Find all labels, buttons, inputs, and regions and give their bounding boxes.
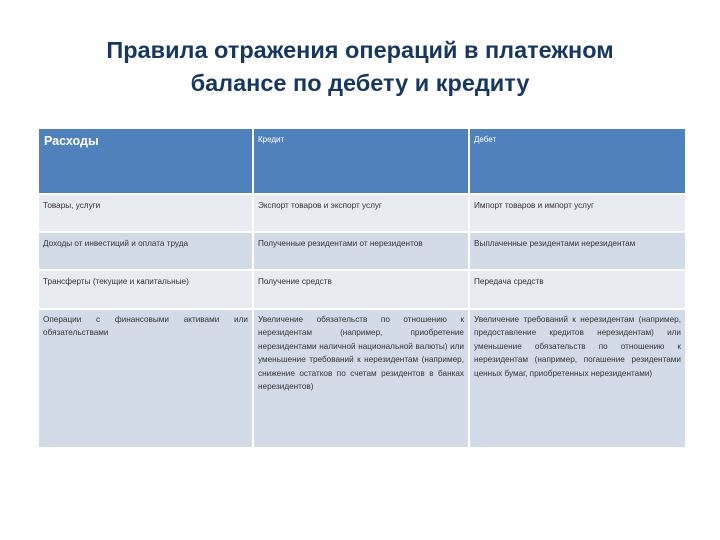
cell-debit: Выплаченные резидентами нерезидентам [469,232,686,270]
table-row [38,194,686,232]
cell-category: Доходы от инвестиций и оплата труда [38,232,253,270]
cell-debit: Увеличение требований к нерезидентам (например, предоставление кредитов нерезидентам) или уменьшение обязательств по отношению к нерезидентам (например, погашение резидентами ценных бумаг, приобретенных нерезидентами) [469,309,686,448]
operations-table [37,127,687,449]
title-line-1: Правила отражения операций в платежном [106,37,614,63]
cell-credit: Получение средств [253,270,469,309]
page-title [0,34,720,100]
title-line-2: балансе по дебету и кредиту [190,70,530,96]
header-expenses: Расходы [38,128,253,194]
cell-category: Операции с финансовыми активами или обязательствами [38,309,253,448]
cell-credit: Полученные резидентами от нерезидентов [253,232,469,270]
cell-category: Товары, услуги [38,194,253,232]
table-row [38,232,686,270]
table-row [38,270,686,309]
table-row [38,309,686,448]
cell-debit: Импорт товаров и импорт услуг [469,194,686,232]
table-header-row [38,128,686,194]
header-debit: Дебет [469,128,686,194]
cell-debit: Передача средств [469,270,686,309]
header-credit: Кредит [253,128,469,194]
cell-category: Трансферты (текущие и капитальные) [38,270,253,309]
cell-credit: Увеличение обязательств по отношению к нерезидентам (например, приобретение нерезидентами наличной национальной валюты) или уменьшение требований к нерезидентам (например, снижение остатков по счетам резидентов в банках нерезидентов) [253,309,469,448]
cell-credit: Экспорт товаров и экспорт услуг [253,194,469,232]
